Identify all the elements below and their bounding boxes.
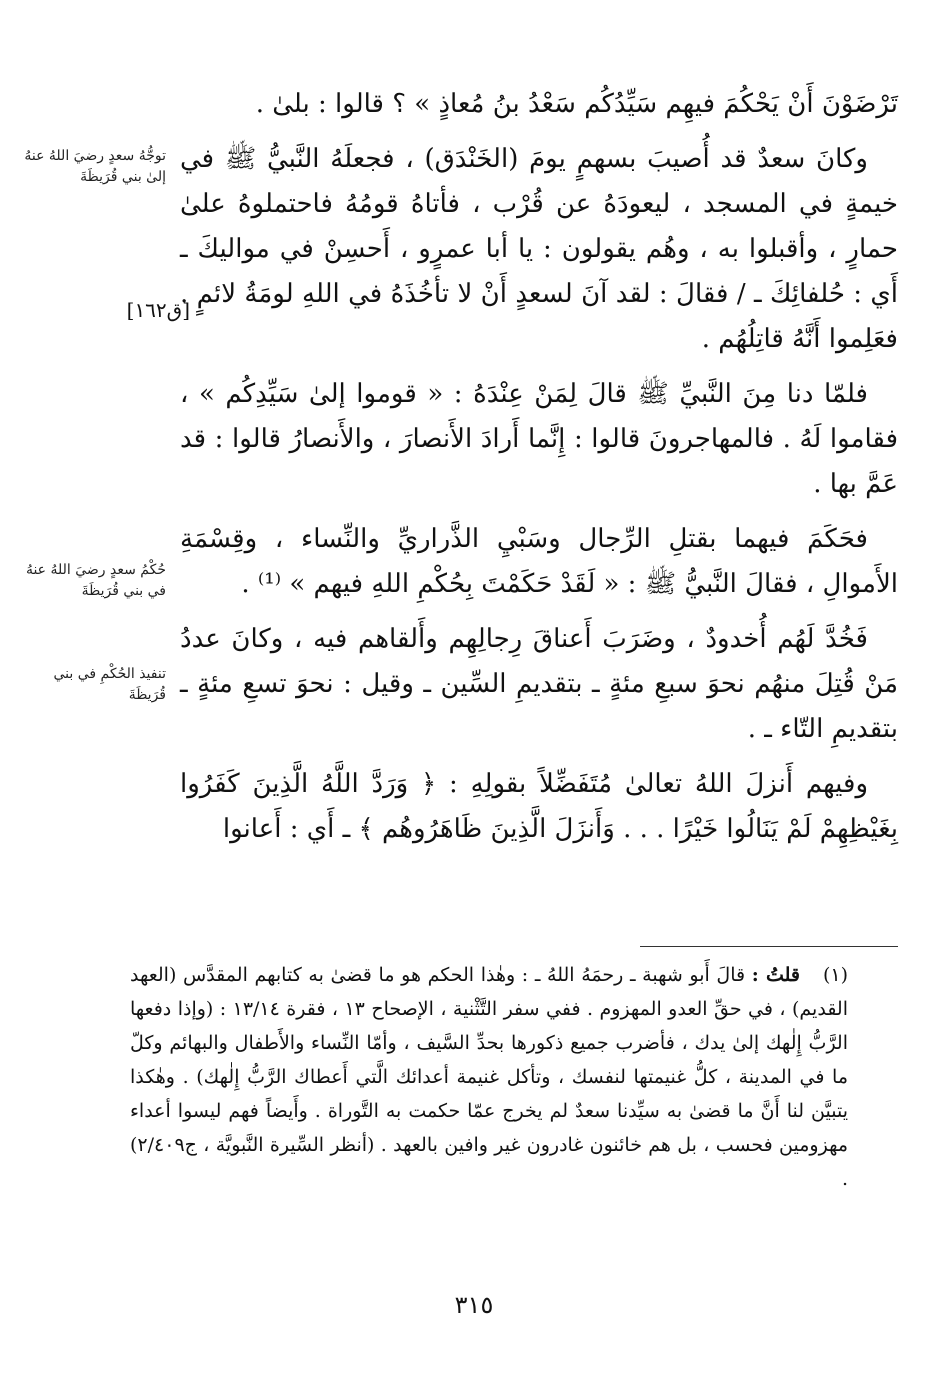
paragraph-gap — [180, 127, 898, 137]
paragraph-5: فَخُدَّ لَهُم أُخدودٌ ، وضَرَبَ أَعناقَ رِجالِهِم وأَلقاهم فيه ، وكانَ عددُ مَنْ قُتِلَ منهُم نحوَ سبعِ مئةٍ ـ بتقديمِ السِّين ـ وقيل : نحوَ تسعِ مئةٍ ـ بتقديمِ التّاء ـ . — [180, 624, 898, 744]
paragraph-gap — [180, 607, 898, 617]
paragraph-2: وكانَ سعدٌ قد أُصيبَ بسهمٍ يومَ (الخَنْدَق) ، فجعلَهُ النَّبيُّ ﷺ في خيمةٍ في المسجد ، ليعودَهُ عن قُرْب ، فأتاهُ قومُهُ فاحتملوهُ علىٰ حمارٍ ، وأقبلوا به ، وهُم يقولون : يا أبا عمرٍو ، أَحسِنْ في مواليكَ ـ أَي : حُلفائِكَ ـ / فقالَ : لقد آنَ لسعدٍ أَنْ لا تأخُذَهُ في اللهِ لومَةُ لائمٍ . فعَلِموا أَنَّهُ قاتِلُهُم . — [180, 144, 898, 354]
page-number: ٣١٥ — [454, 1291, 494, 1319]
footnote-number: (١) — [822, 964, 848, 986]
manuscript-folio-marker: [ق١٦٢] — [126, 298, 190, 322]
paragraph-4: فحَكَمَ فيهما بقتلِ الرِّجال وسَبْيِ الذَّراريِّ والنِّساء ، وقِسْمَةِ الأَموالِ ، فقالَ النَّبيُّ ﷺ : « لَقَدْ حَكَمْتَ بِحُكْمِ اللهِ فيهم » ⁽¹⁾ . — [180, 524, 898, 599]
margin-note-3: تنفيذ الحُكْمِ في بني قُرَيظَةَ — [53, 666, 166, 703]
paragraph-gap — [180, 507, 898, 517]
footnote-lead: قلتُ : — [751, 964, 800, 986]
margin-note-1: توجُّهُ سعدٍ رضيَ اللهُ عنهُ إلىٰ بني قُرَيظَةَ — [24, 148, 166, 185]
margin-note-2: حُكْمُ سعدٍ رضيَ اللهُ عنهُ في بني قُرَيظَةَ — [25, 562, 166, 599]
footnote-text: قالَ أَبو شهبة ـ رحمَهُ اللهُ ـ : وهٰذا الحكم هو ما قضىٰ به كتابهم المقدَّس (العهد القديم) ، في حقِّ العدو المهزوم . ففي سفر التَّثْنية ، الإصحاح ١٣ ، فقرة ١٣/١٤ : (وإذا دفعها الرَّبُّ إِلٰهك إلىٰ يدك ، فأضرب جميع ذكورها بحدِّ السَّيف ، وأمّا النِّساء والأَطفال والبهائم وكلّ ما في المدينة ، كلُّ غنيمتها لنفسك ، وتأكل غنيمة أعدائك الَّتي أَعطاك الرَّبُّ إِلٰهك) . وهٰكذا يتبيَّن لنا أَنَّ ما قضىٰ به سيِّدنا سعدٌ لم يخرج عمّا حكمت به التَّوراة . وأَيضاً فهم ليسوا أعداء مهزومين فحسب ، بل هم خائنون غادرون غير وافين بالعهد . (أنظر السِّيرة النَّبويَّة ، ج٢/٤٠٩) . — [130, 964, 848, 1190]
paragraph-3: فلمّا دنا مِنَ النَّبيِّ ﷺ قالَ لِمَنْ عِنْدَهُ : « قوموا إلىٰ سَيِّدِكُم » ، فقاموا لَهُ . فالمهاجرونَ قالوا : إِنَّما أَرادَ الأَنصارَ ، والأَنصارُ قالوا : قد عَمَّ بها . — [180, 379, 898, 499]
paragraph-6: وفيهم أَنزلَ اللهُ تعالىٰ مُتَفَضِّلاً بقولِهِ : ﴿ وَرَدَّ اللَّهُ الَّذِينَ كَفَرُوا بِغَيْظِهِمْ لَمْ يَنَالُوا خَيْرًا . . . وَأَنزَلَ الَّذِينَ ظَاهَرُوهُم ﴾ ـ أَي : أَعانوا — [180, 769, 898, 844]
paragraph-1: تَرْضَوْنَ أَنْ يَحْكُمَ فيهِم سَيِّدُكُم سَعْدُ بنُ مُعاذٍ » ؟ قالوا : بلىٰ . — [255, 89, 898, 119]
paragraph-gap — [180, 362, 898, 372]
paragraph-gap — [180, 752, 898, 762]
main-text-block — [180, 82, 898, 852]
footnote — [130, 958, 848, 1196]
footnote-separator — [640, 946, 898, 947]
